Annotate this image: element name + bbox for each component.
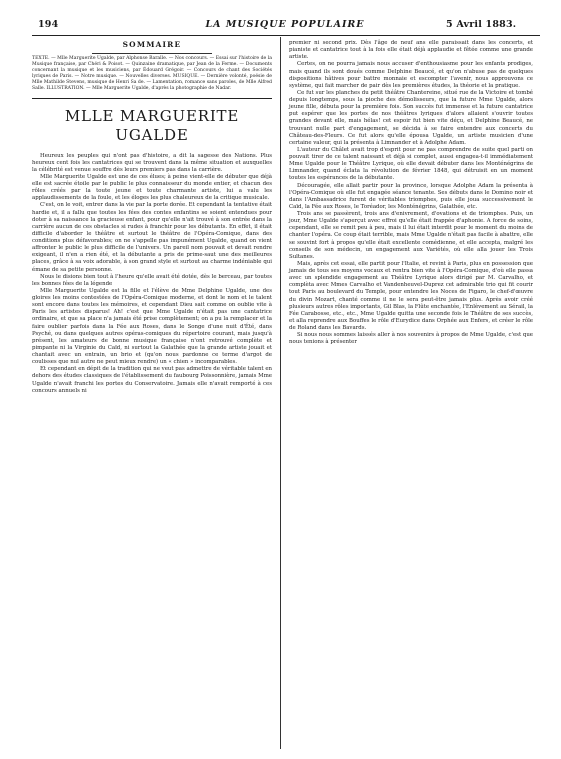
paragraph: Trois ans se passèrent, trois ans d'enivrement, d'ovations et de triomphes. Puis, un jour, Mme Ugalde s'aperçut avec effroi qu'elle était frappée d'aphonie. A force de soins, cependant, elle se remit peu à peu, mais il lui était interdit pour le moment du moins de chanter l'opéra. Ce coup était terrible, mais Mme Ugalde n'était pas facile à abattre, elle se souvint fort à propos qu'elle était excellente comédienne, et elle accepta, malgré les conseils de son médecin, un engagement aux Variétés, où elle alla jouer les Trois Sultanes. (289, 211, 533, 260)
header-rule (32, 35, 540, 36)
left-column (32, 40, 272, 395)
paragraph: C'est, on le voit, entrer dans la vie par la porte dorée. Et cependant la tentative était hardie et, il a fallu que toutes les fées des contes enfantins se soient entendues pour doter à sa naissance la gracieuse enfant, pour qu'elle n'ait trouvé à son entrée dans la carrière aucun de ces obstacles si rudes à franchir pour les débutants. En effet, il était difficile d'aborder le théâtre et surtout le théâtre de l'Opéra-Comique, dans des conditions plus défavorables; on ne s'appelle pas impunément Ugalde, quand on vient affronter le public le plus difficile de l'univers. Un pareil nom pouvait et devait rendre exigeant, il n'en a rien été, et la débutante a pris de prime-saut une des meilleures places, grâce à sa voix adorable, à son grand style et surtout au charme indéniable qui émane de sa petite personne. (32, 202, 272, 273)
paragraph: Heureux les peuples qui n'ont pas d'histoire, a dit la sagesse des Nations. Plus heureux cent fois les cantatrices qui se trouvent dans la même situation et auxquelles la célébrité est venue souffre dès leurs premiers pas dans la carrière. (32, 152, 272, 173)
paragraph: Mlle Marguerite Ugalde est une de ces élues; à peine vient-elle de débuter que déjà elle est sacrée étoile par le public le plus connaisseur du monde entier, et chacun des rôles créés par la toute jeune et toute charmante artiste, lui a valu les applaudissements de la foule, et les éloges les plus chaleureux de la critique musicale. (32, 173, 272, 202)
paragraph: premier ni second prix. Dès l'âge de neuf ans elle paraissait dans les concerts, et pianiste et cantatrice tout à la fois elle était déjà applaudie et fêtée comme une grande artiste. (289, 40, 533, 61)
right-column (289, 40, 533, 346)
journal-title: LA MUSIQUE POPULAIRE (205, 19, 365, 30)
column-divider (280, 37, 281, 749)
paragraph: Mlle Marguerite Ugalde est la fille et l'élève de Mme Delphine Ugalde, une des gloires les moins contestées de l'Opéra-Comique moderne, et dont le nom et le talent sont encore dans toutes les mémoires, et cependant Dieu sait comme on oublie vite à Paris les artistes disparus! Ah! c'est que Mme Ugalde n'était pas une cantatrice ordinaire, et que sa place n'a jamais été prise complètement; on a pu la remplacer et la faire oublier parfois dans la Fée aux Roses, dans le Songe d'une nuit d'Été, dans Psyché, ou dans quelques autres opéras-comiques du répertoire courant, mais jusqu'à présent, les amateurs de bonne musique française n'ont retrouvé complète et pimpante ni la Virginie du Caïd, ni surtout la Galathée que la grande artiste jouait et chantait avec un entrain, un brio et (qu'on nous pardonne ce terme d'argot de coulisses que nul autre ne peut mieux rendre) un « chien » incomparables. (32, 287, 272, 366)
sommaire-rule (92, 53, 212, 54)
paragraph: Découragée, elle allait partir pour la province, lorsque Adolphe Adam la présenta à l'Opéra-Comique où elle fut engagée séance tenante. Ses débuts dans le Domino noir et dans l'Ambassadrice furent de véritables triomphes, puis elle joua successivement le Caïd, la Fée aux Roses, le Toréador, les Monténégrins, Galathée, etc. (289, 182, 533, 210)
issue-date: 5 Avril 1883. (446, 19, 517, 30)
page-number: 194 (38, 19, 59, 30)
paragraph: Certes, on ne pourra jamais nous accuser d'enthousiasme pour les enfants prodiges, mais quand ils sont doués comme Delphine Beaucé, et qu'on n'abuse pas de quelques dispositions hâtives pour battre monnaie et escompter l'avenir, nous approuvons ce système, qui fait marcher de pair dès les premières études, la théorie et la pratique. (289, 61, 533, 89)
article-title: MLLE MARGUERITE UGALDE (64, 106, 240, 144)
sommaire-title: SOMMAIRE (122, 40, 182, 49)
sommaire-bottom-rule (32, 98, 272, 99)
paragraph: Ce fut sur les planches du petit théâtre Chantereine, situé rue de la Victoire et tombé depuis longtemps, sous la pioche des démolisseurs, que la future Mme Ugalde, alors jeune fille, débuta pour la première fois. Son succès fut immense et la future cantatrice put espérer que les portes de nos théâtres lyriques d'alors allaient s'ouvrir toutes grandes devant elle, mais hélas! cet espoir fut bien vite déçu, et Delphine Beaucé, ne trouvant nulle part d'engagement, se décida à se faire entendre aux concerts du Château-des-Fleurs. Ce fut alors qu'elle épousa Ugalde, un artiste musicien d'une certaine valeur, qui la présenta à Limnander et à Adolphe Adam. (289, 89, 533, 146)
sommaire-text: TEXTE. — Mlle Marguerite Ugalde, par Alphonse Baralle. — Nos concours. — Essai sur l'histoire de la Musique française, par Chéri & Poisot. — Quinzaine dramatique, par Jean de la Ferme. — Documents concernant la musique et les musiciens, par Édouard Grégoir. — Concours de chant des Sociétés lyriques de Paris. — Notre musique. — Nouvelles diverses. MUSIQUE. — Dernière volonté, poésie de Mlle Mathilde Stevens, musique de Henri Sa de. — Lamentation, romance sans paroles, de Mlle Alfred Salle. ILLUSTRATION. — Mlle Marguerite Ugalde, d'après la photographie de Nadar. (32, 56, 272, 92)
paragraph: Si nous nous sommes laissés aller à nos souvenirs à propos de Mme Ugalde, c'est que nous tenions à présenter (289, 332, 533, 346)
paragraph: Mais, après cet essai, elle partit pour l'Italie, et revint à Paris, plus en possession que jamais de tous ses moyens vocaux et rentra bien vite à l'Opéra-Comique, d'où elle passa avec un splendide engagement au Théâtre Lyrique alors dirigé par M. Carvalho, et complèta avec Mmes Carvalho et Vandenheuvel-Duprez cet admirable trio qui fit courir tout Paris au boulevard du Temple, pour entendre les Noces de Figaro, le chef-d'œuvre du divin Mozart, chanté comme il ne le sera peut-être jamais plus. Après avoir créé plusieurs autres rôles importants, Gil Blas, la Flûte enchantée, l'Enlèvement au Sérail, la Fée Carabosse, etc., etc., Mme Ugalde quitta une seconde fois le Théâtre de ses succès, et alla reprendre aux Bouffes le rôle d'Eurydice dans Orphée aux Enfers, et créer le rôle de Roland dans les Bavards. (289, 260, 533, 331)
paragraph: Et cependant en dépit de la tradition qui ne veut pas admettre de véritable talent en dehors des études classiques de l'établissement du faubourg Poissonnière, jamais Mme Ugalde n'avait franchi les portes du Conservatoire. Jamais elle n'avait remporté à ces concours annuels ni (32, 366, 272, 394)
paragraph: Nous le disions bien tout à l'heure qu'elle avait été dotée, dès le berceau, par toutes les bonnes fées de la légende (32, 273, 272, 287)
paragraph: L'auteur du Châlet avait trop d'esprit pour ne pas comprendre de suite quel parti on pouvait tirer de ce talent naissant et déjà si complet, aussi engagea-t-il immédiatement Mme Ugalde pour le Théâtre Lyrique, où elle devait débuter dans les Monténégrins de Limnander, quand éclata la révolution de février 1848, qui détruisit en un moment toutes les espérances de la débutante. (289, 146, 533, 182)
